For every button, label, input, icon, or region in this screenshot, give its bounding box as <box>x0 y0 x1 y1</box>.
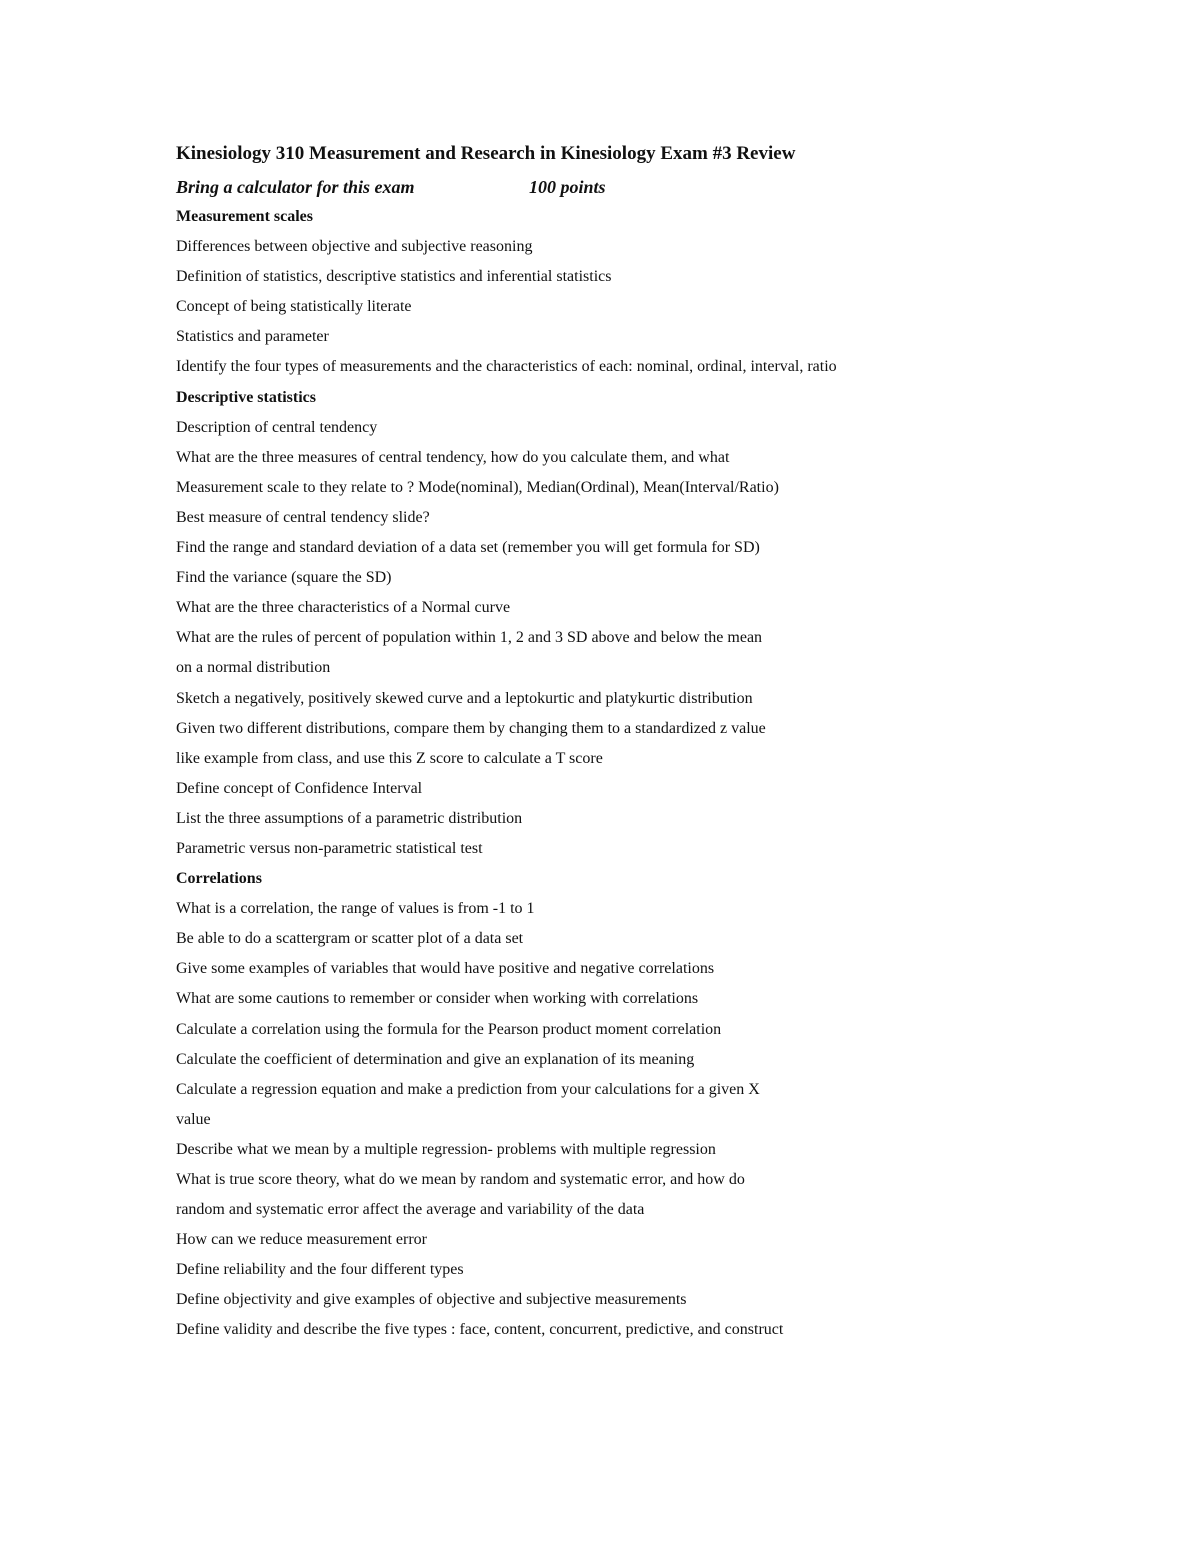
review-item: Concept of being statistically literate <box>176 298 412 316</box>
review-item: Define objectivity and give examples of objective and subjective measurements <box>176 1291 687 1309</box>
review-item: Statistics and parameter <box>176 328 329 346</box>
review-item: Define validity and describe the five types : face, content, concurrent, predictive, and construct <box>176 1321 784 1339</box>
review-item: like example from class, and use this Z score to calculate a T score <box>176 749 603 767</box>
review-item: Given two different distributions, compare them by changing them to a standardized z value <box>176 719 766 737</box>
review-item: What is true score theory, what do we mean by random and systematic error, and how do <box>176 1171 745 1188</box>
review-item: What are the three measures of central tendency, how do you calculate them, and what <box>176 448 730 466</box>
review-item: Differences between objective and subjective reasoning <box>176 238 533 256</box>
review-item: Definition of statistics, descriptive statistics and inferential statistics <box>176 268 612 286</box>
document-subtitle <box>176 172 1076 202</box>
review-item: Sketch a negatively, positively skewed curve and a leptokurtic and platykurtic distribution <box>176 689 753 707</box>
review-item: on a normal distribution <box>176 659 331 677</box>
review-item: Find the variance (square the SD) <box>176 569 392 587</box>
review-item: What is a correlation, the range of values is from -1 to 1 <box>176 900 535 918</box>
review-item: Calculate a correlation using the formula for the Pearson product moment correlation <box>176 1020 722 1038</box>
section-heading: Correlations <box>176 870 262 888</box>
review-lines <box>176 202 1076 1346</box>
review-item: Find the range and standard deviation of a data set (remember you will get formula for SD) <box>176 539 760 557</box>
document-title: Kinesiology 310 Measurement and Research in Kinesiology Exam #3 Review <box>176 143 796 164</box>
review-item: Parametric versus non-parametric statistical test <box>176 839 483 857</box>
review-item: How can we reduce measurement error <box>176 1231 427 1249</box>
review-item: What are the rules of percent of population within 1, 2 and 3 SD above and below the mean <box>176 629 763 647</box>
subtitle-points: 100 points <box>529 177 606 197</box>
review-item: Define concept of Confidence Interval <box>176 779 423 797</box>
section-heading: Measurement scales <box>176 208 313 225</box>
review-item: Be able to do a scattergram or scatter plot of a data set <box>176 930 524 948</box>
review-item: Define reliability and the four different types <box>176 1261 464 1279</box>
review-item: What are the three characteristics of a Normal curve <box>176 599 511 617</box>
review-item: Identify the four types of measurements and the characteristics of each: nominal, ordinal, interval, ratio <box>176 358 837 376</box>
subtitle-calculator-note: Bring a calculator for this exam <box>176 177 415 197</box>
document-content <box>176 140 1076 1346</box>
review-item: random and systematic error affect the average and variability of the data <box>176 1201 645 1219</box>
review-item: Calculate a regression equation and make a prediction from your calculations for a given X <box>176 1080 760 1098</box>
review-item: Calculate the coefficient of determination and give an explanation of its meaning <box>176 1050 695 1068</box>
review-item: value <box>176 1110 211 1128</box>
review-item: Measurement scale to they relate to ? Mode(nominal), Median(Ordinal), Mean(Interval/Ratio) <box>176 478 779 496</box>
review-item: List the three assumptions of a parametric distribution <box>176 809 523 827</box>
section-heading: Descriptive statistics <box>176 388 316 406</box>
review-item: What are some cautions to remember or consider when working with correlations <box>176 990 699 1008</box>
review-item: Description of central tendency <box>176 418 378 436</box>
review-item: Best measure of central tendency slide? <box>176 508 430 526</box>
review-item: Describe what we mean by a multiple regression- problems with multiple regression <box>176 1140 716 1158</box>
review-item: Give some examples of variables that would have positive and negative correlations <box>176 960 715 978</box>
